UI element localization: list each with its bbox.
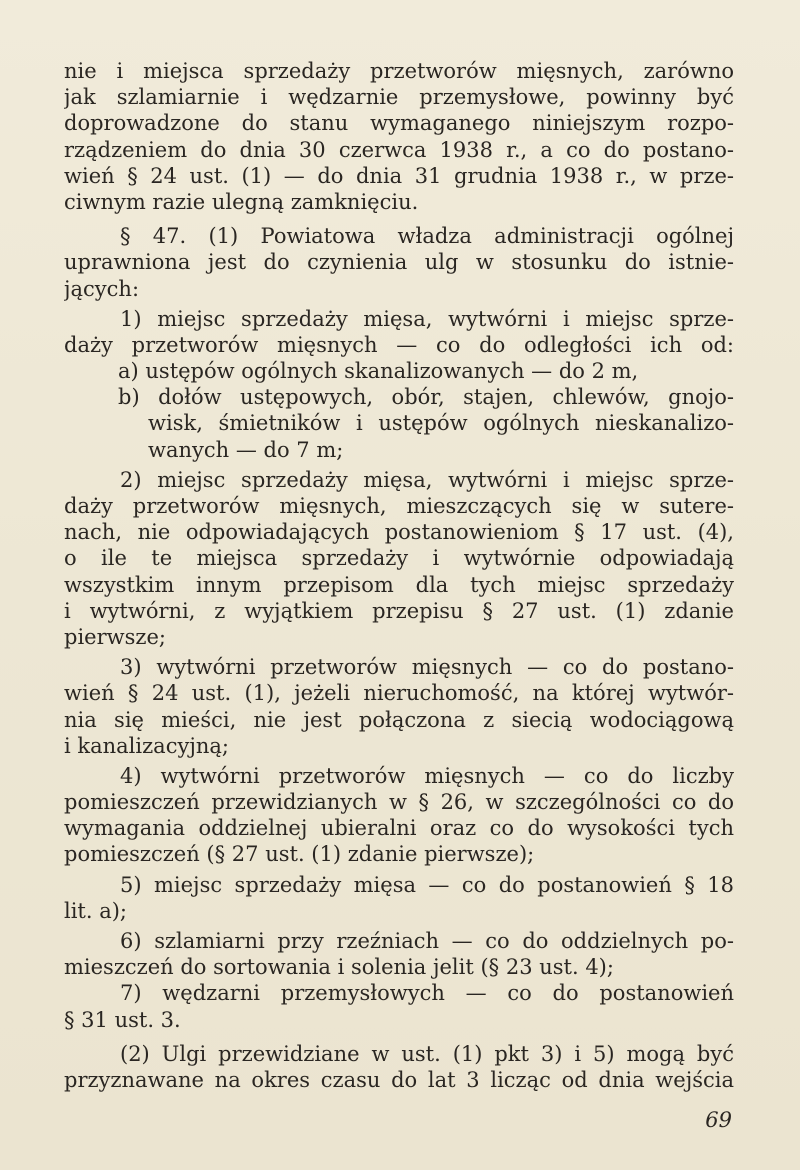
text-line: § 31 ust. 3. [64,1007,181,1032]
text-line: jak szlamiarnie i wędzarnie przemysłowe, powinny być [64,85,734,110]
text-line: przyznawane na okres czasu do lat 3 licząc od dnia wejścia [64,1067,734,1092]
text-line: mieszczeń do sortowania i solenia jelit (§ 23 ust. 4); [64,955,614,980]
body-text [64,58,734,1093]
text-line: nach, nie odpowiadających postanowieniom § 17 ust. (4), [64,520,734,545]
list-item-5: 5) miejsc sprzedaży mięsa — co do postanowień § 18 [120,872,734,897]
text-line: nie i miejsca sprzedaży przetworów mięsnych, zarówno [64,59,734,83]
text-line: doprowadzone do stanu wymaganego niniejszym rozpo- [64,111,734,136]
text-line: uprawniona jest do czynienia ulg w stosunku do istnie- [64,250,734,275]
text-line: wisk, śmietników i ustępów ogólnych nieskanalizo- [148,411,734,436]
text-line: nia się mieści, nie jest połączona z siecią wodociągową [64,707,734,732]
section-heading-47: § 47. (1) Powiatowa władza administracji ogólnej [120,224,734,249]
list-item-6: 6) szlamiarni przy rzeźniach — co do oddzielnych po- [120,929,734,953]
text-line: wanych — do 7 m; [148,437,344,462]
text-line: i kanalizacyjną; [64,733,229,758]
text-line: wień § 24 ust. (1), jeżeli nieruchomość, na której wytwór- [64,681,734,706]
text-line: pomieszczeń przewidzianych w § 26, w szczególności co do [64,790,734,815]
text-line: lit. a); [64,898,128,923]
list-item-4: 4) wytwórni przetworów mięsnych — co do liczby [120,763,734,788]
text-line: i wytwórni, z wyjątkiem przepisu § 27 ust. (1) zdanie [64,598,734,623]
text-line: o ile te miejsca sprzedaży i wytwórnie odpowiadają [64,546,734,571]
text-line: daży przetworów mięsnych, mieszczących się w sutere- [64,494,734,518]
sub-item-b: b) dołów ustępowych, obór, stajen, chlewów, gnojo- [118,385,734,410]
text-line: pomieszczeń (§ 27 ust. (1) zdanie pierwsze); [64,842,535,867]
list-item-7: 7) wędzarni przemysłowych — co do postanowień [120,981,734,1006]
text-line: wymagania oddzielnej ubieralni oraz co do wysokości tych [64,816,734,841]
text-line: daży przetworów mięsnych — co do odległości ich od: [64,332,734,357]
text-line: jących: [64,276,140,301]
page-number: 69 [705,1108,732,1132]
text-line: wszystkim innym przepisom dla tych miejsc sprzedaży [64,572,734,597]
list-item-3: 3) wytwórni przetworów mięsnych — co do postano- [120,655,734,680]
list-item-2: 2) miejsc sprzedaży mięsa, wytwórni i miejsc sprze- [120,467,734,492]
sub-item-a: a) ustępów ogólnych skanalizowanych — do 2 m, [118,359,639,384]
paragraph-2: (2) Ulgi przewidziane w ust. (1) pkt 3) i 5) mogą być [120,1041,734,1066]
text-line: rządzeniem do dnia 30 czerwca 1938 r., a co do postano- [64,137,734,162]
text-line: ciwnym razie ulegną zamknięciu. [64,189,419,214]
text-line: wień § 24 ust. (1) — do dnia 31 grudnia 1938 r., w prze- [64,163,734,188]
text-line: pierwsze; [64,624,166,649]
list-item-1: 1) miejsc sprzedaży mięsa, wytwórni i miejsc sprze- [120,306,734,331]
